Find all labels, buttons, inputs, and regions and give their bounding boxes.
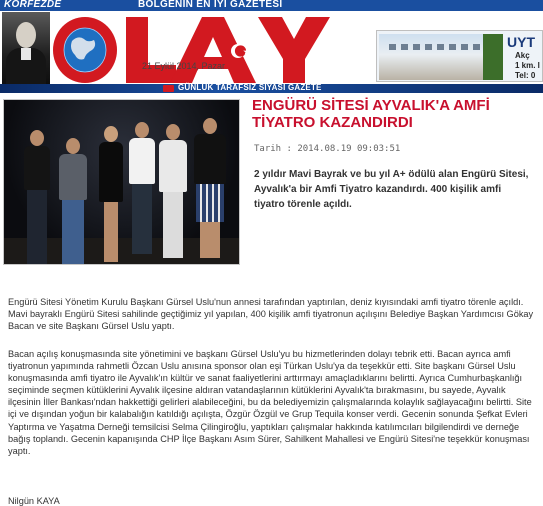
ad-building-image xyxy=(379,34,503,80)
olay-logo-wordmark xyxy=(52,13,342,85)
article-paragraph-1: Engürü Sitesi Yönetim Kurulu Başkanı Gürsel Uslu'nun annesi tarafından yaptırılan, deniz kıyısındaki amfi tiyatro törenle açıldı. Mavi bayraklı Engürü Sitesi sahilinde geçtiğimiz yıl yapılan, 400 kişilik amfi tiyatronun açılışını Belediye Başkan Yardımcısı Gökay Bacan ve site Başkanı Gürsel Uslu yaptı. xyxy=(8,297,534,332)
masthead-subbar xyxy=(0,84,543,93)
masthead xyxy=(0,0,543,93)
article-paragraph-2: Bacan açılış konuşmasında site yönetimini ve başkanı Gürsel Uslu'yu bu hizmetlerinden dolayı tebrik etti. Bacan ayrıca amfi tiyatronun yapımında rahmetli Özcan Uslu anısına sponsor olan eşi Türkan Uslu'ya da teşekkür etti. Site başkanı Gürsel Uslu konuşmasında amfi tiyatro ile Ayvalık'ın kültür ve sanat faaliyetlerini arttırmayı amaçladıklarını belirtti. Ayrıca Cumhurbaşkanlığı seçiminde seçmen kütüklerini Ayvalık ilçesine aldıran vatandaşlarının kütüklerini Ayvalık'ta bırakmasını, bu sayede, Ayvalık ilçesinin İller Bankası'ndan hakkettiği gelirleri alabileceğini, bu da belediyemizin çalışmalarında kolaylık sağlayacağını belirtti. Site içi ve dışından yoğun bir kalabalığın katıldığı açılışta, Özgür Özgül ve Grup Tequila konser verdi. Gecenin sonunda Şefkat Evleri Yaptırma ve Yaşatma Derneği temsilcisi Selma Çilingiroğlu, yaptıkları çalışmalar hakkında katılımcıları bilgilendirdi ve derneğe bağış toplandı. Gecenin kapanışında CHP İlçe Başkanı Asım Sürer, Sahilkent Mahallesi ve Engürü Sitesi'ne teşekkür konuşması yaptı. xyxy=(8,349,532,456)
article-date: Tarih : 2014.08.19 09:03:51 xyxy=(254,144,401,154)
ad-details xyxy=(515,51,540,81)
article-lead: 2 yıldır Mavi Bayrak ve bu yıl A+ ödülü alan Engürü Sitesi, Ayvalık'a bir Amfi Tiyatro kazandırdı. 400 kişilik amfi tiyatro törenle açıldı. xyxy=(254,169,529,210)
ataturk-portrait xyxy=(2,12,50,84)
hotel-ad-banner[interactable] xyxy=(376,30,543,82)
masthead-tagline: GÜNLÜK TARAFSIZ SİYASİ GAZETE xyxy=(178,83,322,92)
article-headline: ENGÜRÜ SİTESİ AYVALIK'A AMFİ TİYATRO KAZANDIRDI xyxy=(252,97,490,131)
masthead-date: 21 Eylül 2014, Pazar xyxy=(142,61,226,71)
ad-title: UYT xyxy=(507,34,535,50)
brand-slogan: BÖLGENIN EN İYİ GAZETESİ xyxy=(138,0,283,10)
article-author: Nilgün KAYA xyxy=(8,496,60,506)
ad-line-1: Akç xyxy=(515,51,530,60)
turkish-flag-icon xyxy=(163,85,174,92)
ad-line-2: 1 km. l xyxy=(515,61,540,70)
brand-korfezde: KÖRFEZDE xyxy=(4,0,62,10)
article-photo xyxy=(3,99,240,265)
ad-line-3: Tel: 0 xyxy=(515,71,536,80)
masthead-topbar xyxy=(0,0,543,11)
olay-logo[interactable] xyxy=(52,11,342,85)
